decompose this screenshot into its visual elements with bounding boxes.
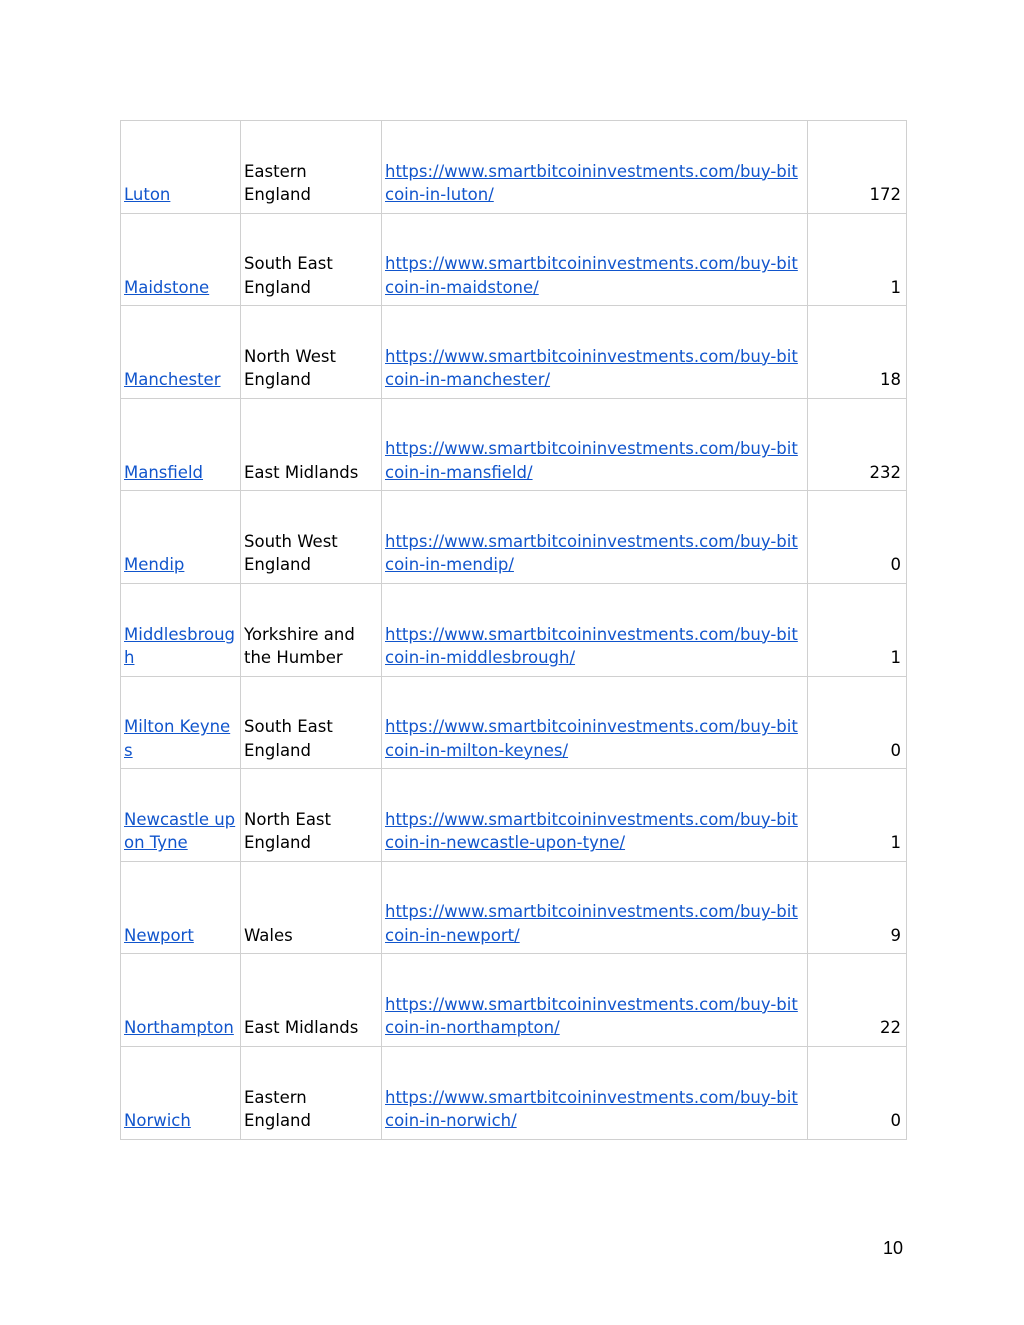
locations-table <box>120 120 907 1140</box>
region-cell: North West England <box>241 306 382 399</box>
city-link[interactable]: Mansfield <box>124 462 204 482</box>
city-cell <box>121 676 241 769</box>
table-body <box>121 121 907 1140</box>
url-link[interactable]: https://www.smartbitcoininvestments.com/buy-bitcoin-in-northampton/ <box>385 994 798 1038</box>
region-cell: South West England <box>241 491 382 584</box>
count-cell: 232 <box>808 398 907 491</box>
url-link[interactable]: https://www.smartbitcoininvestments.com/buy-bitcoin-in-mendip/ <box>385 531 798 575</box>
region-cell: Eastern England <box>241 1046 382 1139</box>
region-cell: Eastern England <box>241 121 382 214</box>
table-row <box>121 306 907 399</box>
url-cell <box>382 676 808 769</box>
table-row <box>121 861 907 954</box>
city-link[interactable]: Maidstone <box>124 277 210 297</box>
count-cell: 1 <box>808 583 907 676</box>
url-cell <box>382 491 808 584</box>
city-cell <box>121 861 241 954</box>
url-link[interactable]: https://www.smartbitcoininvestments.com/buy-bitcoin-in-manchester/ <box>385 346 798 390</box>
url-link[interactable]: https://www.smartbitcoininvestments.com/buy-bitcoin-in-middlesbrough/ <box>385 624 798 668</box>
city-cell <box>121 954 241 1047</box>
city-cell <box>121 1046 241 1139</box>
city-link[interactable]: Newport <box>124 925 194 945</box>
url-cell <box>382 954 808 1047</box>
url-link[interactable]: https://www.smartbitcoininvestments.com/buy-bitcoin-in-norwich/ <box>385 1087 798 1131</box>
count-cell: 9 <box>808 861 907 954</box>
table-row <box>121 954 907 1047</box>
page-number: 10 <box>882 1238 903 1258</box>
city-cell <box>121 769 241 862</box>
table-row <box>121 398 907 491</box>
city-cell <box>121 491 241 584</box>
region-cell: Wales <box>241 861 382 954</box>
url-cell <box>382 769 808 862</box>
url-cell <box>382 1046 808 1139</box>
table-row <box>121 1046 907 1139</box>
url-cell <box>382 398 808 491</box>
url-cell <box>382 213 808 306</box>
city-link[interactable]: Northampton <box>124 1018 234 1038</box>
url-cell <box>382 121 808 214</box>
count-cell: 18 <box>808 306 907 399</box>
count-cell: 0 <box>808 1046 907 1139</box>
city-link[interactable]: Norwich <box>124 1111 191 1131</box>
city-cell <box>121 121 241 214</box>
region-cell: East Midlands <box>241 954 382 1047</box>
count-cell: 0 <box>808 491 907 584</box>
region-cell: South East England <box>241 213 382 306</box>
table-row <box>121 769 907 862</box>
url-link[interactable]: https://www.smartbitcoininvestments.com/buy-bitcoin-in-newport/ <box>385 902 798 945</box>
city-cell <box>121 306 241 399</box>
url-link[interactable]: https://www.smartbitcoininvestments.com/buy-bitcoin-in-milton-keynes/ <box>385 717 798 760</box>
region-cell: Yorkshire and the Humber <box>241 583 382 676</box>
url-link[interactable]: https://www.smartbitcoininvestments.com/buy-bitcoin-in-mansfield/ <box>385 439 798 482</box>
city-cell <box>121 398 241 491</box>
table-row <box>121 213 907 306</box>
city-link[interactable]: Mendip <box>124 555 185 575</box>
url-link[interactable]: https://www.smartbitcoininvestments.com/buy-bitcoin-in-luton/ <box>385 161 798 205</box>
table-row <box>121 676 907 769</box>
city-link[interactable]: Luton <box>124 185 171 205</box>
region-cell: East Midlands <box>241 398 382 491</box>
city-cell <box>121 583 241 676</box>
count-cell: 22 <box>808 954 907 1047</box>
city-cell <box>121 213 241 306</box>
url-link[interactable]: https://www.smartbitcoininvestments.com/buy-bitcoin-in-newcastle-upon-tyne/ <box>385 809 798 853</box>
count-cell: 172 <box>808 121 907 214</box>
table-row <box>121 121 907 214</box>
city-link[interactable]: Manchester <box>124 370 221 390</box>
city-link[interactable]: Milton Keynes <box>124 717 231 760</box>
url-cell <box>382 306 808 399</box>
region-cell: North East England <box>241 769 382 862</box>
region-cell: South East England <box>241 676 382 769</box>
city-link[interactable]: Middlesbrough <box>124 624 236 668</box>
count-cell: 0 <box>808 676 907 769</box>
url-cell <box>382 861 808 954</box>
city-link[interactable]: Newcastle upon Tyne <box>124 809 236 853</box>
table-row <box>121 583 907 676</box>
url-cell <box>382 583 808 676</box>
url-link[interactable]: https://www.smartbitcoininvestments.com/buy-bitcoin-in-maidstone/ <box>385 254 798 297</box>
table-row <box>121 491 907 584</box>
count-cell: 1 <box>808 213 907 306</box>
count-cell: 1 <box>808 769 907 862</box>
